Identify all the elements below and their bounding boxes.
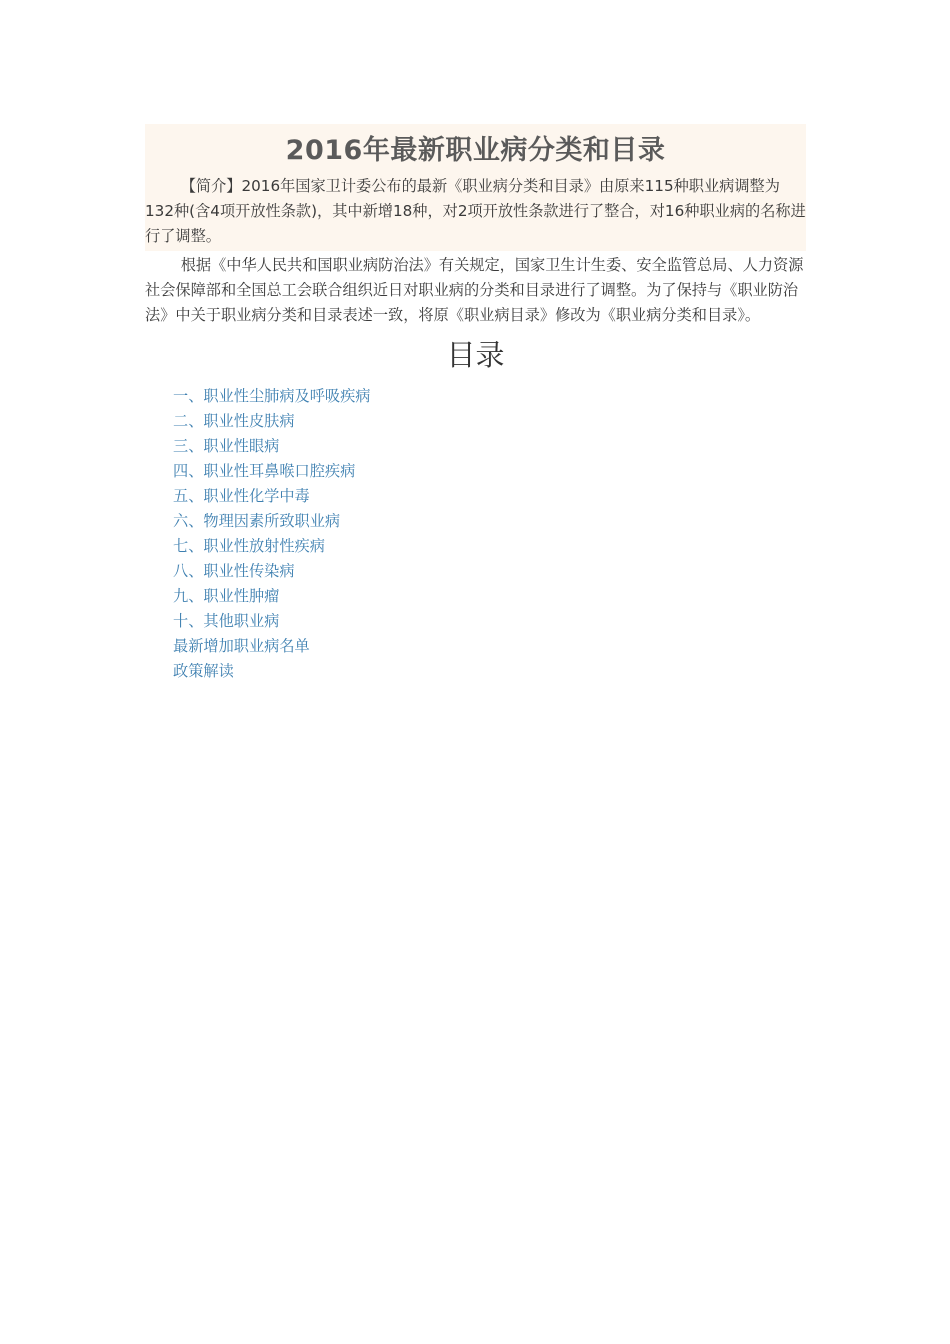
toc-link-skin[interactable]: 二、职业性皮肤病: [173, 412, 295, 430]
document-page: [145, 124, 806, 684]
intro-text: 【简介】2016年国家卫计委公布的最新《职业病分类和目录》由原来115种职业病调整为132种(含4项开放性条款)，其中新增18种，对2项开放性条款进行了整合，对16种职业病的名称进行了调整。: [145, 177, 806, 245]
toc-link-other[interactable]: 十、其他职业病: [173, 612, 280, 630]
toc-link-eye[interactable]: 三、职业性眼病: [173, 437, 280, 455]
toc-link-physical-factors[interactable]: 六、物理因素所致职业病: [173, 512, 341, 530]
toc-link-chemical-poisoning[interactable]: 五、职业性化学中毒: [173, 487, 310, 505]
toc-link-respiratory[interactable]: 一、职业性尘肺病及呼吸疾病: [173, 387, 371, 405]
toc-link-tumor[interactable]: 九、职业性肿瘤: [173, 587, 280, 605]
page-title: 2016年最新职业病分类和目录: [285, 135, 666, 166]
toc-link-policy[interactable]: 政策解读: [173, 662, 234, 680]
intro-box: [145, 124, 806, 251]
body-paragraph: 根据《中华人民共和国职业病防治法》有关规定，国家卫生计生委、安全监管总局、人力资源社会保障部和全国总工会联合组织近日对职业病的分类和目录进行了调整。为了保持与《职业防治法》中关于职业病分类和目录表述一致，将原《职业病目录》修改为《职业病分类和目录》。: [145, 256, 804, 324]
toc-link-ent-oral[interactable]: 四、职业性耳鼻喉口腔疾病: [173, 462, 356, 480]
toc-link-new-list[interactable]: 最新增加职业病名单: [173, 637, 310, 655]
toc-heading: 目录: [446, 338, 505, 372]
toc-link-infectious[interactable]: 八、职业性传染病: [173, 562, 295, 580]
toc-link-radiation[interactable]: 七、职业性放射性疾病: [173, 537, 325, 555]
toc-list: [145, 384, 806, 684]
